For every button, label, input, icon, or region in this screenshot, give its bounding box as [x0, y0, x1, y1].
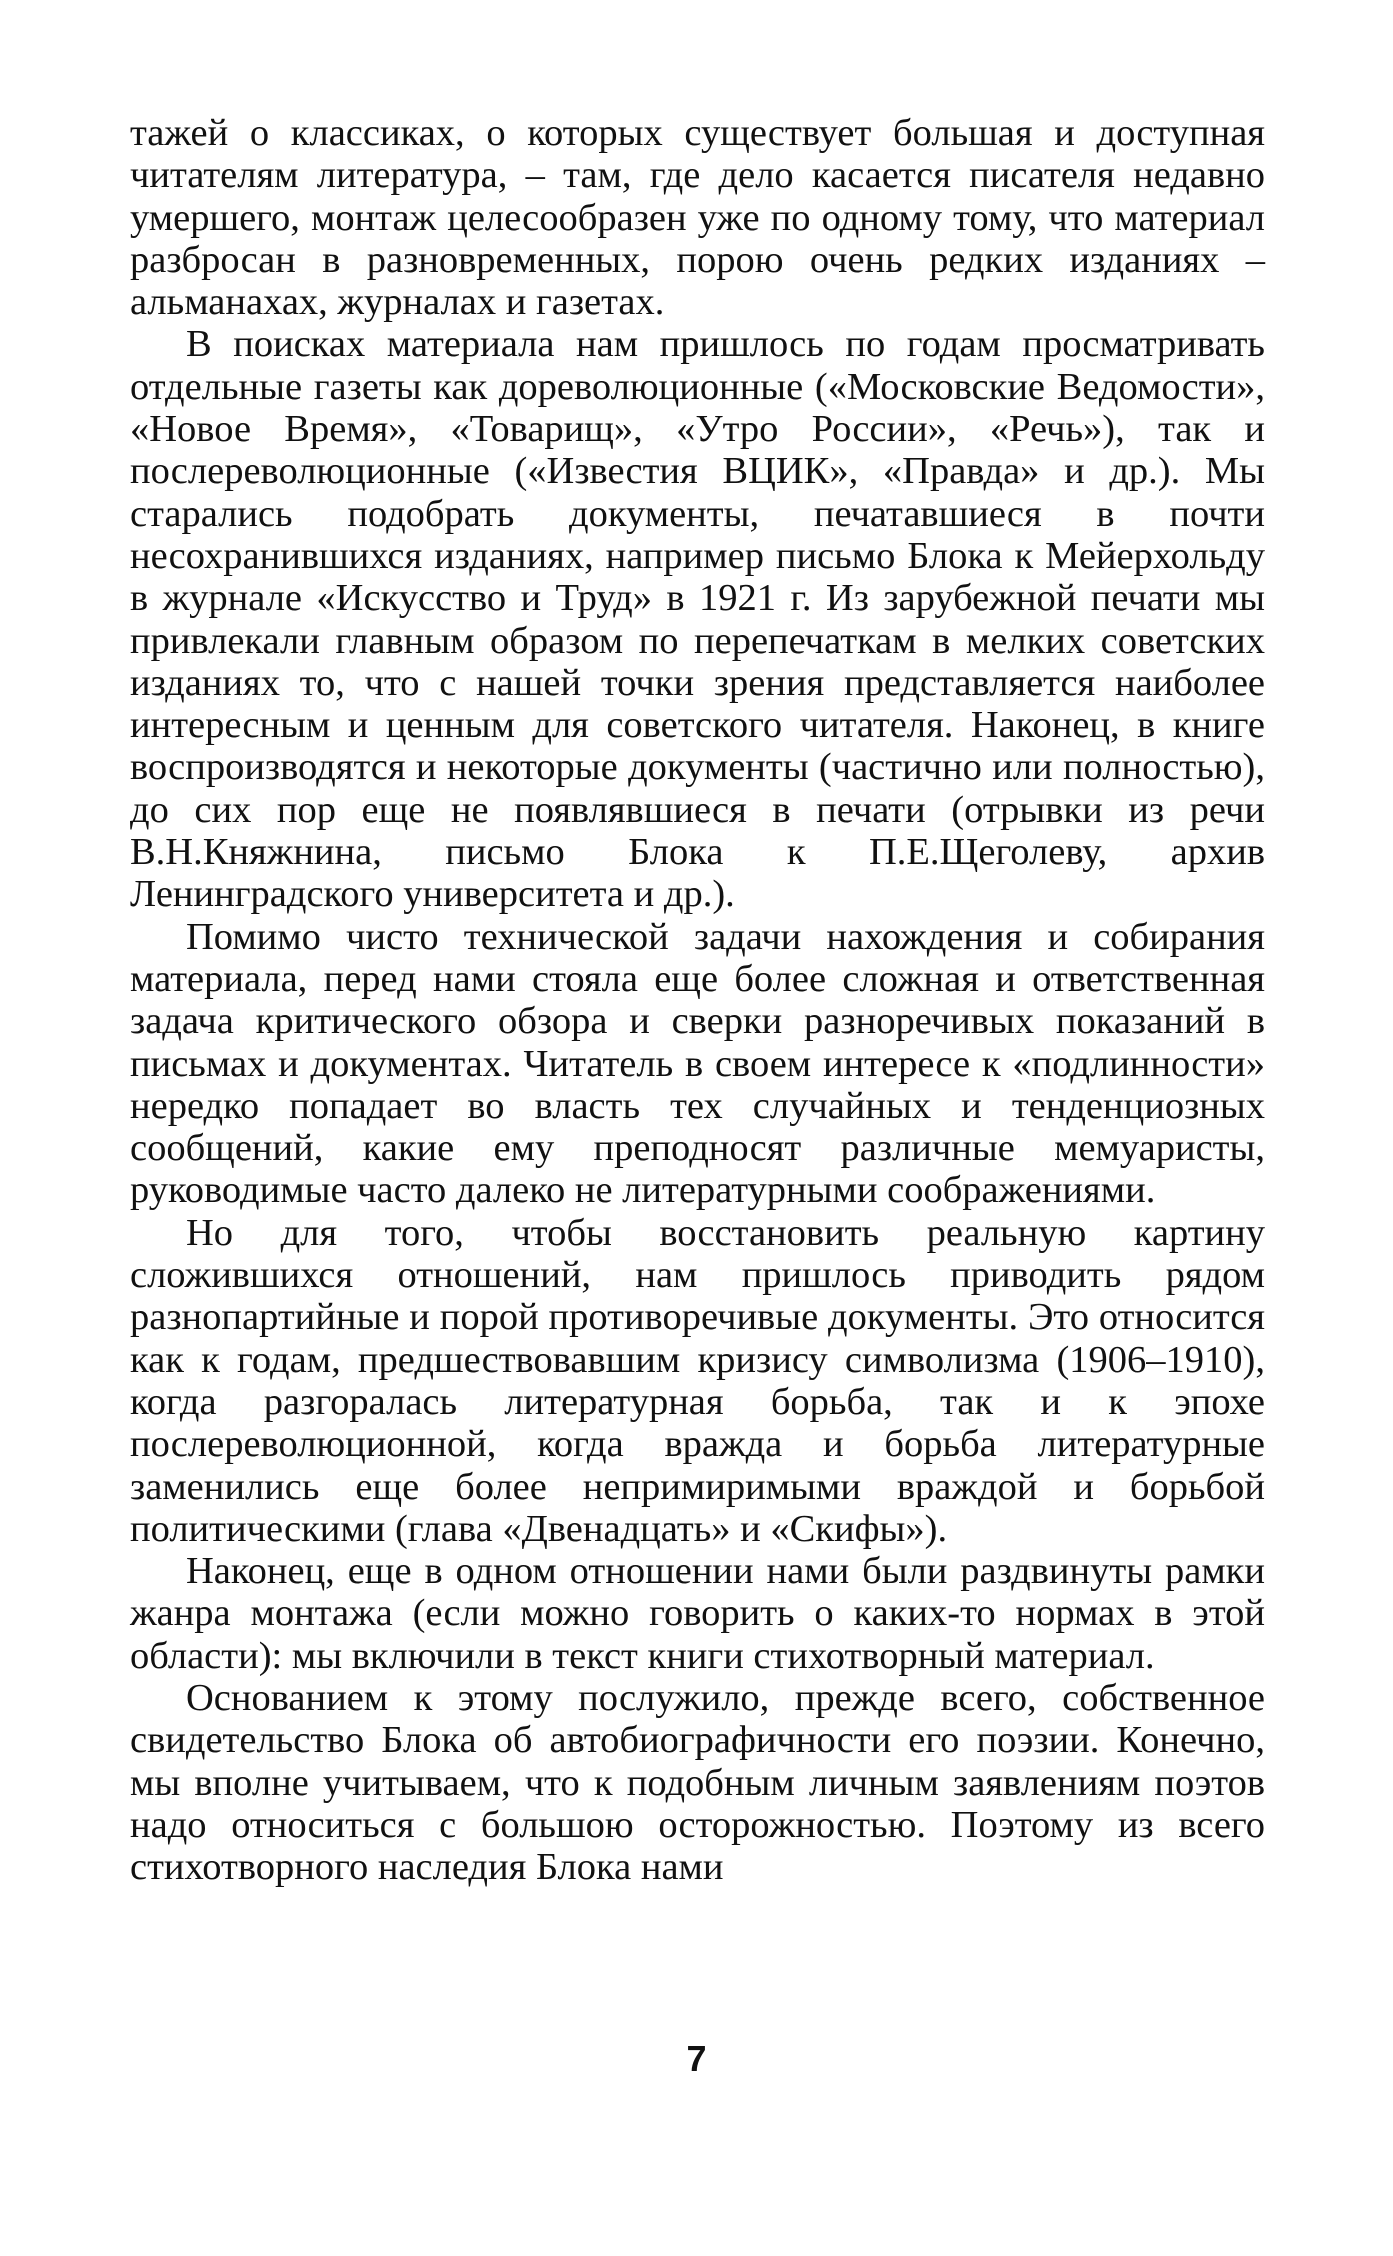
page-body [130, 112, 1265, 1888]
paragraph-5: Наконец, еще в одном отношении нами были раздвинуты рамки жанра монтажа (если можно говорить о каких-то нормах в этой области): мы включили в текст книги стихотворный материал. [130, 1550, 1265, 1677]
paragraph-1: тажей о классиках, о которых существует большая и доступная читателям литература, – там, где дело касается писателя недавно умершего, монтаж целесообразен уже по одному тому, что материал разбросан в разновременных, порою очень редких изданиях – альманахах, журналах и газетах. [130, 112, 1265, 324]
paragraph-2: В поисках материала нам пришлось по годам просматривать отдельные газеты как дореволюционные («Московские Ведомости», «Новое Время», «Товарищ», «Утро России», «Речь»), так и послереволюционные («Известия ВЦИК», «Правда» и др.). Мы старались подобрать документы, печатавшиеся в почти несохранившихся изданиях, например письмо Блока к Мейерхольду в журнале «Искусство и Труд» в 1921 г. Из зарубежной печати мы привлекали главным образом по перепечаткам в мелких советских изданиях то, что с нашей точки зрения представляется наиболее интересным и ценным для советского читателя. Наконец, в книге воспроизводятся и некоторые документы (частично или полностью), до сих пор еще не появлявшиеся в печати (отрывки из речи В.Н.Княжнина, письмо Блока к П.Е.Щеголеву, архив Ленинградского университета и др.). [130, 323, 1265, 916]
paragraph-3: Помимо чисто технической задачи нахождения и собирания материала, перед нами стояла еще более сложная и ответственная задача критического обзора и сверки разноречивых показаний в письмах и документах. Читатель в своем интересе к «подлинности» нередко попадает во власть тех случайных и тенденциозных сообщений, какие ему преподносят различные мемуаристы, руководимые часто далеко не литературными соображениями. [130, 915, 1265, 1212]
paragraph-6: Основанием к этому послужило, прежде всего, собственное свидетельство Блока об автобиографичности его поэзии. Конечно, мы вполне учитываем, что к подобным личным заявлениям поэтов надо относиться с большою осторожностью. Поэтому из всего стихотворного наследия Блока нами [130, 1676, 1265, 1889]
paragraph-4: Но для того, чтобы восстановить реальную картину сложившихся отношений, нам пришлось приводить рядом разнопартийные и порой противоречивые документы. Это относится как к годам, предшествовавшим кризису символизма (1906–1910), когда разгоралась литературная борьба, так и к эпохе послереволюционной, когда вражда и борьба литературные заменились еще более непримиримыми враждой и борьбой политическими (глава «Двенадцать» и «Скифы»). [130, 1211, 1265, 1550]
page-number: 7 [686, 2038, 707, 2079]
